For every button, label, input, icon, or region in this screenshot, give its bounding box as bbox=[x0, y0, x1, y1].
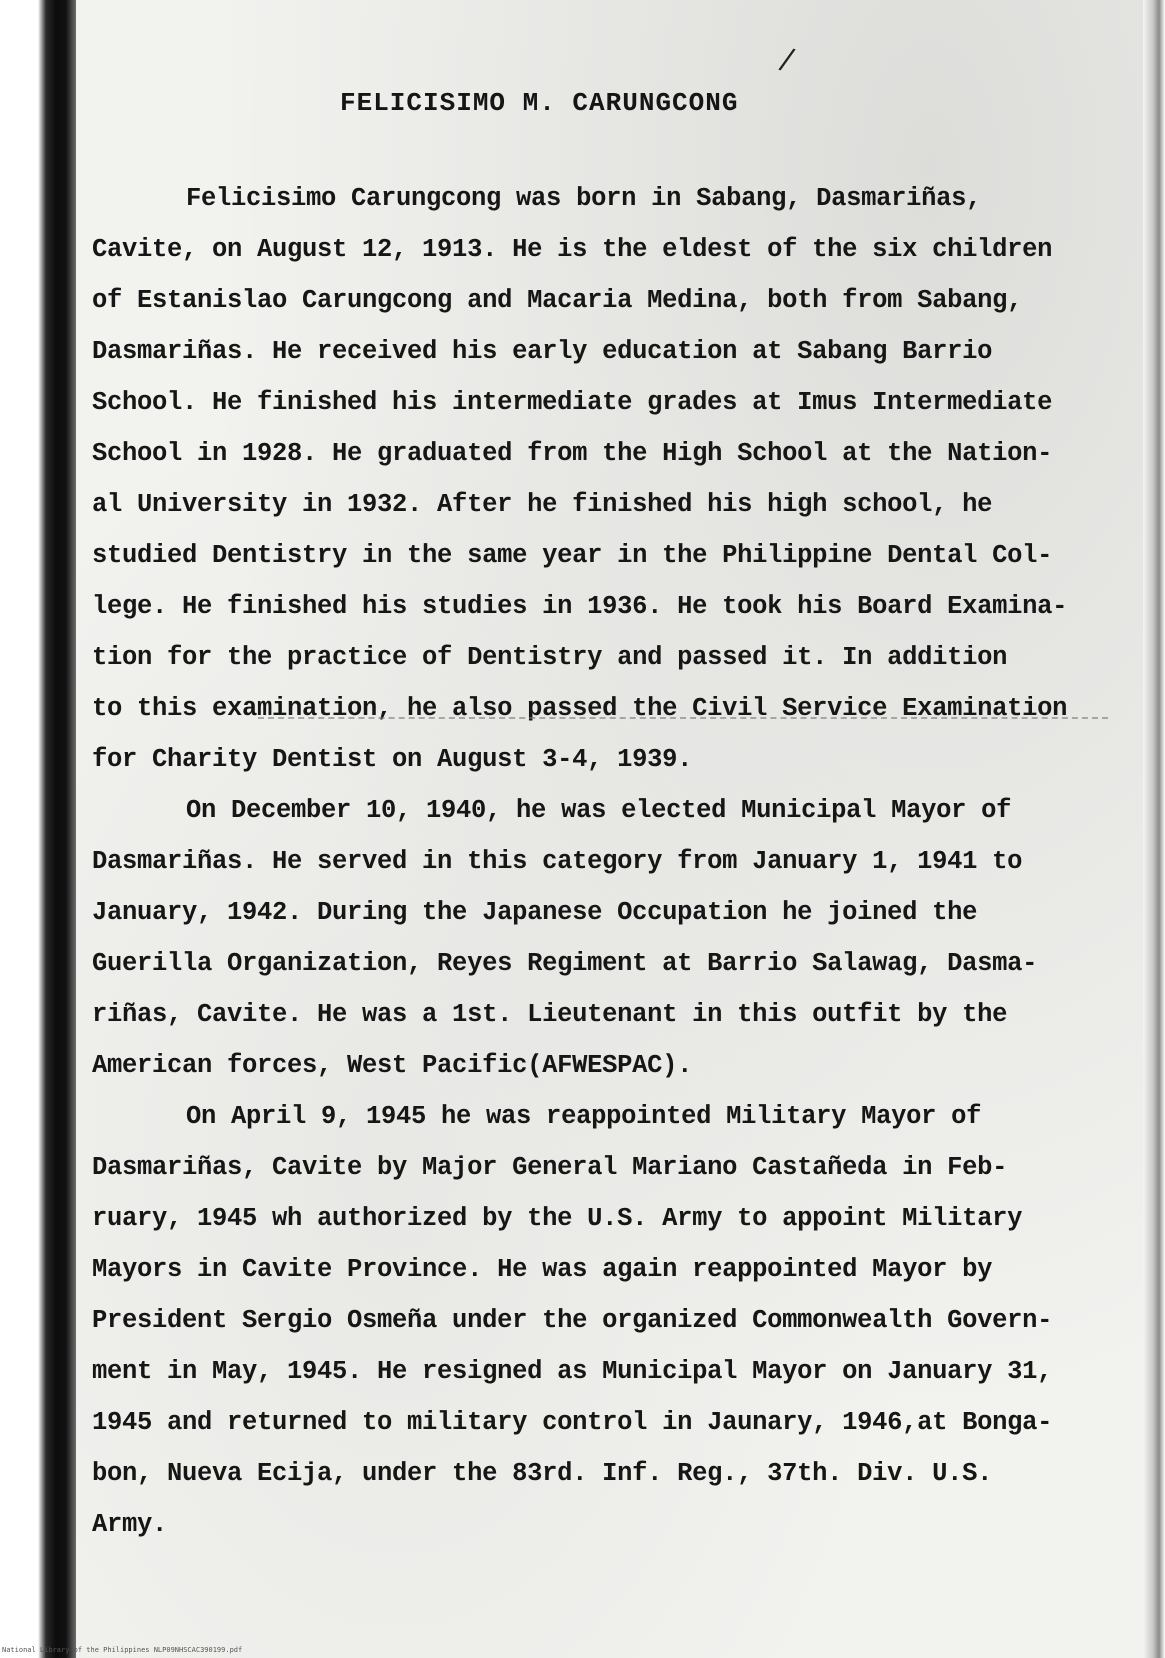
text-line: for Charity Dentist on August 3-4, 1939. bbox=[92, 745, 693, 774]
text-line: Dasmariñas, Cavite by Major General Mariano Castañeda in Feb- bbox=[92, 1153, 1008, 1182]
text-line: ruary, 1945 wh authorized by the U.S. Army to appoint Military bbox=[92, 1204, 1023, 1233]
text-line: School in 1928. He graduated from the High School at the Nation- bbox=[92, 439, 1053, 468]
text-line: Cavite, on August 12, 1913. He is the eldest of the six children bbox=[92, 235, 1053, 264]
text-line: School. He finished his intermediate grades at Imus Intermediate bbox=[92, 388, 1053, 417]
text-line: lege. He finished his studies in 1936. He took his Board Examina- bbox=[92, 592, 1068, 621]
text-line: Army. bbox=[92, 1510, 168, 1539]
text-line: al University in 1932. After he finished his high school, he bbox=[92, 490, 993, 519]
text-line: 1945 and returned to military control in Jaunary, 1946,at Bonga- bbox=[92, 1408, 1053, 1437]
text-line: ment in May, 1945. He resigned as Municipal Mayor on January 31, bbox=[92, 1357, 1053, 1386]
text-line: riñas, Cavite. He was a 1st. Lieutenant in this outfit by the bbox=[92, 1000, 1008, 1029]
scan-crease-line bbox=[258, 717, 1108, 719]
text-line: bon, Nueva Ecija, under the 83rd. Inf. Reg., 37th. Div. U.S. bbox=[92, 1459, 993, 1488]
text-line: to this examination, he also passed the Civil Service Examination bbox=[92, 694, 1068, 723]
corner-mark: / bbox=[776, 41, 798, 78]
text-line: January, 1942. During the Japanese Occupation he joined the bbox=[92, 898, 978, 927]
document-title: FELICISIMO M. CARUNGCONG bbox=[340, 88, 739, 118]
text-line: Felicisimo Carungcong was born in Sabang, Dasmariñas, bbox=[186, 184, 982, 213]
text-line: Dasmariñas. He served in this category from January 1, 1941 to bbox=[92, 847, 1023, 876]
text-line: of Estanislao Carungcong and Macaria Medina, both from Sabang, bbox=[92, 286, 1023, 315]
text-line: On April 9, 1945 he was reappointed Military Mayor of bbox=[186, 1102, 982, 1131]
source-footer: National Library of the Philippines NLP09NHSCAC390199.pdf bbox=[2, 1646, 243, 1654]
text-line: American forces, West Pacific(AFWESPAC). bbox=[92, 1051, 693, 1080]
text-line: Guerilla Organization, Reyes Regiment at Barrio Salawag, Dasma- bbox=[92, 949, 1038, 978]
text-line: On December 10, 1940, he was elected Municipal Mayor of bbox=[186, 796, 1012, 825]
binding-edge bbox=[0, 0, 76, 1658]
text-line: studied Dentistry in the same year in the Philippine Dental Col- bbox=[92, 541, 1053, 570]
text-line: President Sergio Osmeña under the organized Commonwealth Govern- bbox=[92, 1306, 1053, 1335]
text-line: Dasmariñas. He received his early education at Sabang Barrio bbox=[92, 337, 993, 366]
text-line: Mayors in Cavite Province. He was again reappointed Mayor by bbox=[92, 1255, 993, 1284]
text-line: tion for the practice of Dentistry and passed it. In addition bbox=[92, 643, 1008, 672]
right-page-edge bbox=[1143, 0, 1165, 1658]
